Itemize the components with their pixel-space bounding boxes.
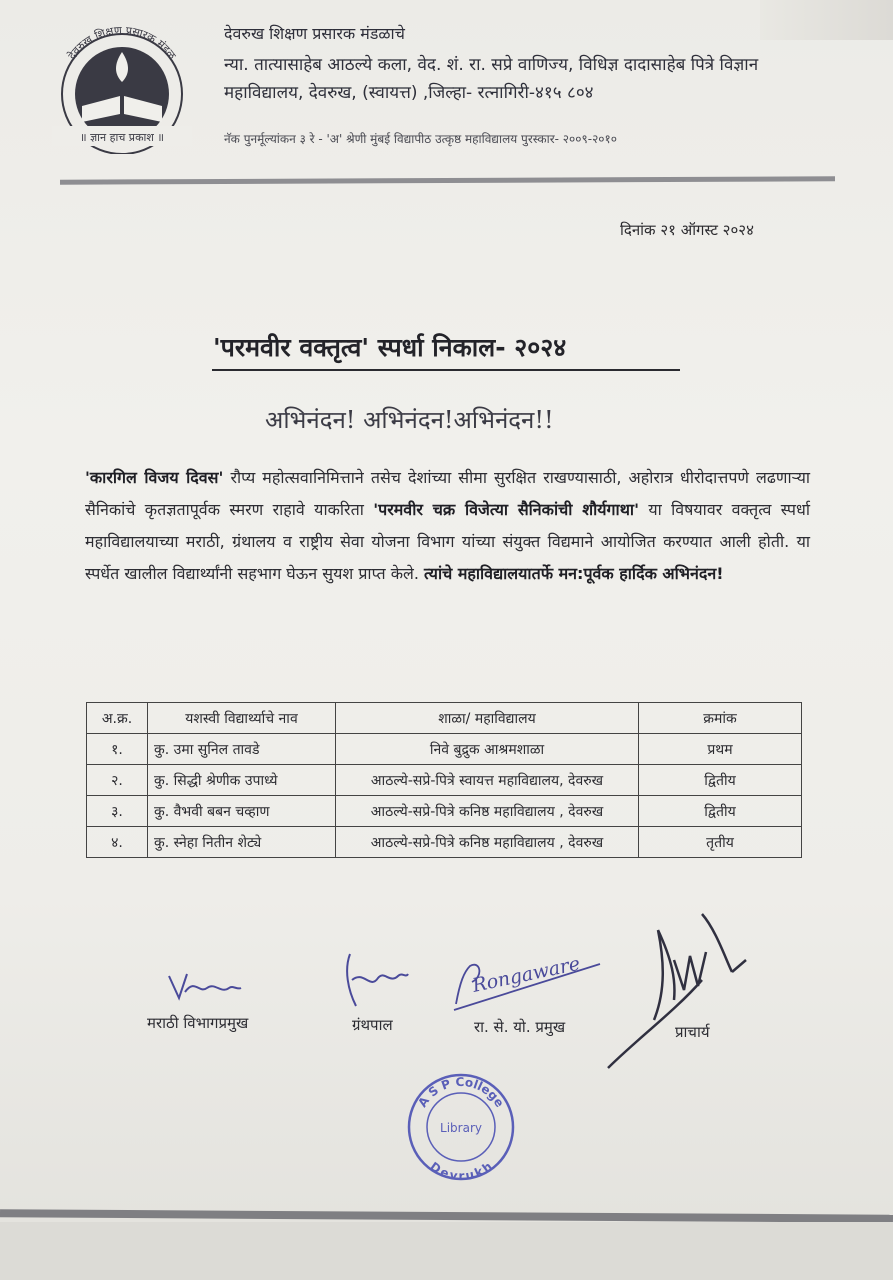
stamp-center-text: Library <box>440 1121 482 1135</box>
cell-serial: ४. <box>87 827 148 858</box>
cell-rank: तृतीय <box>639 827 802 858</box>
announcement-paragraph <box>85 462 810 590</box>
paragraph-text-2: या विषयावर वक्तृत्व स्पर्धा महाविद्यालयाच्या मराठी, ग्रंथालय व राष्ट्रीय सेवा योजना विभाग यांच्या संयुक्त विद्यमाने आयोजित करण्यात आली होती. या स्पर्धेत खालील विद्यार्थ्यांनी सहभाग घेऊन सुयश प्राप्त केले. <box>85 500 810 583</box>
nss-signature-text: Rongaware <box>470 952 583 997</box>
signatory-nss-head: रा. से. यो. प्रमुख <box>474 1018 566 1036</box>
cell-school: आठल्ये-सप्रे-पित्रे कनिष्ठ महाविद्यालय , देवरुख <box>336 827 639 858</box>
header-society-name: देवरुख शिक्षण प्रसारक मंडळाचे <box>224 24 405 43</box>
librarian-signature <box>340 950 412 1012</box>
header-college-name: न्या. तात्यासाहेब आठल्ये कला, वेद. शं. रा. सप्रे वाणिज्य, विधिज्ञ दादासाहेब पित्रे विज्ञान <box>224 55 759 75</box>
header-serial: अ.क्र. <box>87 703 148 734</box>
signatory-marathi-head: मराठी विभागप्रमुख <box>147 1014 249 1032</box>
header-school: शाळा/ महाविद्यालय <box>336 703 639 734</box>
svg-text:Devrukh <box>427 1159 494 1182</box>
table-row <box>87 734 802 765</box>
signatory-librarian: ग्रंथपाल <box>352 1016 393 1034</box>
marathi-head-signature <box>165 968 245 1004</box>
paragraph-bold-topic: 'परमवीर चक्र विजेत्या सैनिकांची शौर्यगाथा' <box>373 500 639 519</box>
cell-school: निवे बुद्रुक आश्रमशाळा <box>336 734 639 765</box>
cell-rank: प्रथम <box>639 734 802 765</box>
library-stamp <box>403 1072 518 1182</box>
cell-student-name: कु. उमा सुनिल तावडे <box>148 734 336 765</box>
paragraph-bold-congrats: त्यांचे महाविद्यालयातर्फे मन:पूर्वक हार्दिक अभिनंदन! <box>424 564 724 583</box>
page-bottom-margin <box>0 1222 893 1280</box>
cell-serial: २. <box>87 765 148 796</box>
document-title: 'परमवीर वक्तृत्व' स्पर्धा निकाल- २०२४ <box>213 333 567 362</box>
header-accreditation: नॅक पुनर्मूल्यांकन ३ रे - 'अ' श्रेणी मुंबई विद्यापीठ उत्कृष्ठ महाविद्यालय पुरस्कार- २००९-२०१० <box>224 132 618 146</box>
institution-logo <box>42 14 202 154</box>
table-header-row <box>87 703 802 734</box>
nss-head-signature <box>450 952 610 1012</box>
document-date: दिनांक २१ ऑगस्ट २०२४ <box>620 221 754 239</box>
header-rank: क्रमांक <box>639 703 802 734</box>
cell-school: आठल्ये-सप्रे-पित्रे कनिष्ठ महाविद्यालय , देवरुख <box>336 796 639 827</box>
cell-student-name: कु. स्नेहा नितीन शेट्ये <box>148 827 336 858</box>
header-college-address: महाविद्यालय, देवरुख, (स्वायत्त) ,जिल्हा- रत्नागिरी-४१५ ८०४ <box>224 83 594 103</box>
stamp-top-text: A S P College <box>415 1074 507 1110</box>
table-row <box>87 827 802 858</box>
stamp-bottom-text: Devrukh <box>427 1159 495 1182</box>
paper-fold <box>760 0 893 40</box>
cell-rank: द्वितीय <box>639 765 802 796</box>
paragraph-text-1: रौप्य महोत्सवानिमित्ताने तसेच देशांच्या सीमा सुरक्षित राखण्यासाठी, अहोरात्र धीरोदात्तपणे लढणाऱ्या सैनिकांचे कृतज्ञतापूर्वक स्मरण राहावे याकरिता <box>85 468 810 519</box>
table-row <box>87 765 802 796</box>
cell-student-name: कु. सिद्धी श्रेणीक उपाध्ये <box>148 765 336 796</box>
title-underline <box>212 369 680 371</box>
cell-student-name: कु. वैभवी बबन चव्हाण <box>148 796 336 827</box>
cell-serial: १. <box>87 734 148 765</box>
cell-rank: द्वितीय <box>639 796 802 827</box>
principal-signature <box>606 900 776 1070</box>
header-student-name: यशस्वी विद्यार्थ्याचे नाव <box>148 703 336 734</box>
table-row <box>87 796 802 827</box>
congratulations-heading: अभिनंदन! अभिनंदन!अभिनंदन!! <box>265 406 554 434</box>
signatory-principal: प्राचार्य <box>675 1023 710 1041</box>
logo-motto: ॥ ज्ञान हाच प्रकाश ॥ <box>80 131 164 144</box>
cell-school: आठल्ये-सप्रे-पित्रे स्वायत्त महाविद्यालय, देवरुख <box>336 765 639 796</box>
results-table <box>86 702 802 858</box>
cell-serial: ३. <box>87 796 148 827</box>
paragraph-bold-event: 'कारगिल विजय दिवस' <box>85 468 224 487</box>
logo-ring-text: देवरुख शिक्षण प्रसारक मंडळ <box>65 23 179 62</box>
